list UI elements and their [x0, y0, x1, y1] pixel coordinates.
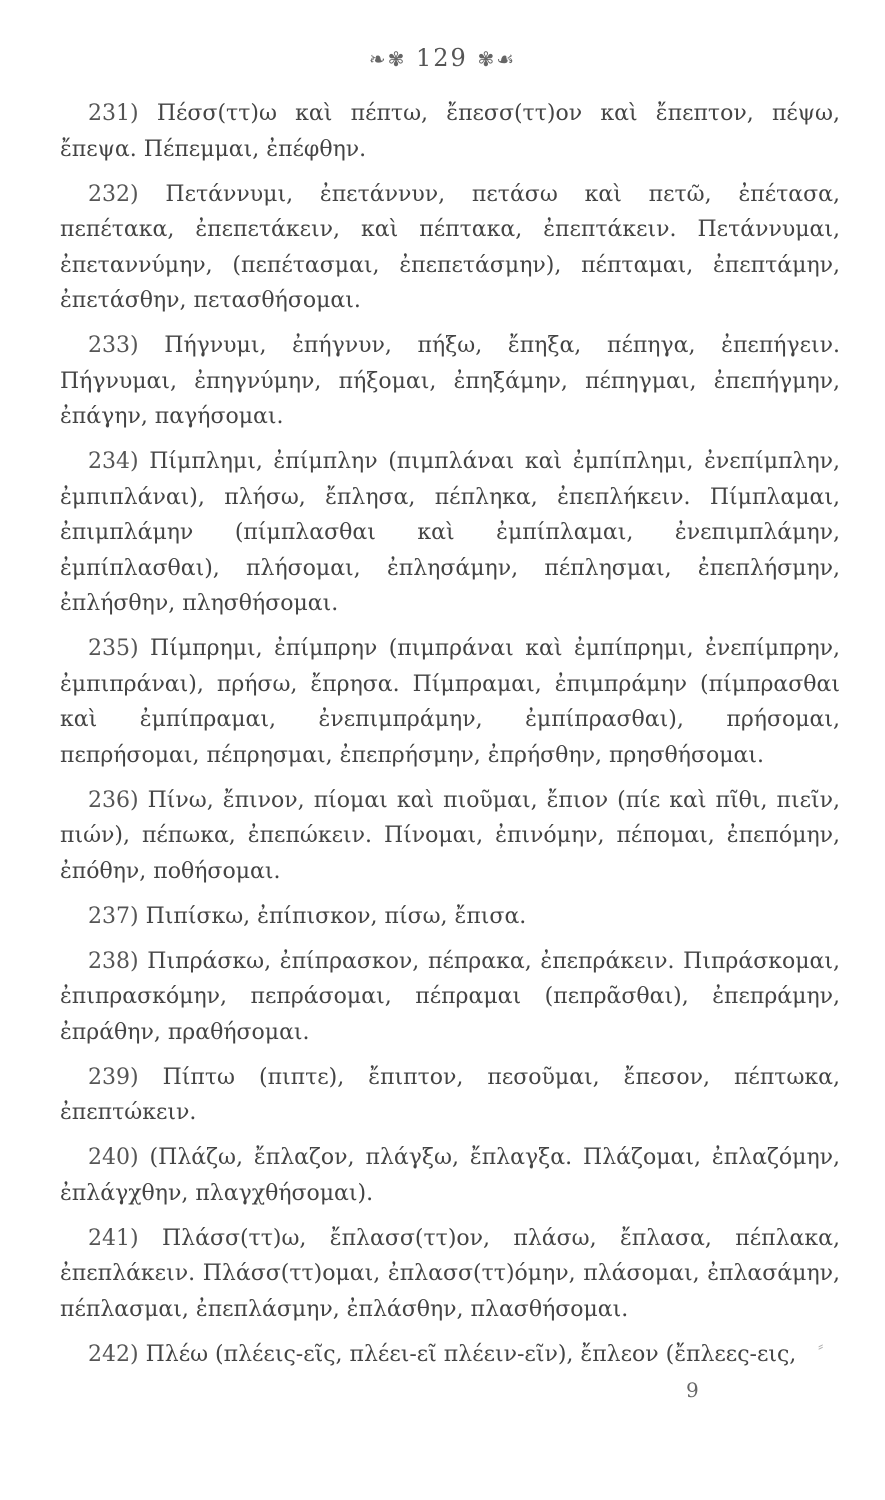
ornament-left-icon: ❧✾: [368, 47, 407, 71]
verb-entry: [60, 96, 840, 167]
page-number: 129: [416, 44, 468, 72]
entry-number: 235): [88, 636, 139, 661]
entry-number: 236): [88, 787, 139, 813]
verb-entry: [60, 177, 840, 319]
entry-text: Πλάσσ(ττ)ω, ἔπλασσ(ττ)ον, πλάσω, ἔπλασα, πέπλακα, ἐπεπλάκειν. Πλάσσ(ττ)ομαι, ἐπλασσ(ττ)όμην, πλάσομαι, ἐπλασάμην, πέπλασμαι, ἐπεπλάσμην, ἐπλάσθην, πλασθήσομαι.: [60, 1225, 840, 1322]
entry-number: 241): [88, 1225, 139, 1251]
entry-text: Πετάννυμι, ἐπετάννυν, πετάσω καὶ πετῶ, ἐπέτασα, πεπέτακα, ἐπεπετάκειν, καὶ πέπτακα, ἐπεπτάκειν. Πετάννυμαι, ἐπεταννύμην, (πεπέτασμαι, ἐπεπετάσμην), πέπταμαι, ἐπεπτάμην, ἐπετάσθην, πετασθήσομαι.: [60, 181, 840, 313]
entry-number: 239): [88, 1064, 139, 1090]
entry-text: Πίνω, ἔπινον, πίομαι καὶ πιοῦμαι, ἔπιον (πίε καὶ πῖθι, πιεῖν, πιών), πέπωκα, ἐπεπώκειν. Πίνομαι, ἐπινόμην, πέπομαι, ἐπεπόμην, ἐπόθην, ποθήσομαι.: [60, 787, 840, 884]
entry-number: 237): [88, 903, 139, 929]
entry-text: (Πλάζω, ἔπλαζον, πλάγξω, ἔπλαγξα. Πλάζομαι, ἐπλαζόμην, ἐπλάγχθην, πλαγχθήσομαι).: [60, 1145, 840, 1206]
entry-number: 232): [88, 181, 139, 207]
entry-number: 238): [88, 948, 139, 974]
entry-text: Πίμπλημι, ἐπίμπλην (πιμπλάναι καὶ ἐμπίπλημι, ἐνεπίμπλην, ἐμπιπλάναι), πλήσω, ἔπλησα, πέπληκα, ἐπεπλήκειν. Πίμπλαμαι, ἐπιμπλάμην (πίμπλασθαι καὶ ἐμπίπλαμαι, ἐνεπιμπλάμην, ἐμπίπλασθαι), πλήσομαι, ἐπλησάμην, πέπλησμαι, ἐπεπλήσμην, ἐπλήσθην, πλησθήσομαι.: [60, 449, 840, 616]
page-header: [0, 44, 885, 72]
verb-entry: [60, 631, 840, 773]
entry-number: 240): [88, 1145, 139, 1170]
verb-entry: [60, 783, 840, 890]
entry-text: Πέσσ(ττ)ω καὶ πέπτω, ἔπεσσ(ττ)ον καὶ ἔπεπτον, πέψω, ἔπεψα. Πέπεμμαι, ἐπέφθην.: [60, 101, 840, 162]
entry-text: Πιπίσκω, ἐπίπισκον, πίσω, ἔπισα.: [145, 903, 527, 929]
verb-entry: [60, 1221, 840, 1328]
verb-entry: [60, 444, 840, 622]
verb-entry-list: [60, 96, 840, 1382]
entry-number: 242): [88, 1341, 139, 1367]
entry-text: Πίμπρημι, ἐπίμπρην (πιμπράναι καὶ ἐμπίπρημι, ἐνεπίμπρην, ἐμπιπράναι), πρήσω, ἔπρησα. Πίμπραμαι, ἐπιμπράμην (πίμπρασθαι καὶ ἐμπίπραμαι, ἐνεπιμπράμην, ἐμπίπρασθαι), πρήσομαι, πεπρήσομαι, πέπρησμαι, ἐπεπρήσμην, ἐπρήσθην, πρησθήσομαι.: [60, 636, 840, 768]
verb-entry: [60, 944, 840, 1051]
entry-text: Πήγνυμι, ἐπήγνυν, πήξω, ἔπηξα, πέπηγα, ἐπεπήγειν. Πήγνυμαι, ἐπηγνύμην, πήξομαι, ἐπηξάμην, πέπηγμαι, ἐπεπήγμην, ἐπάγην, παγήσομαι.: [60, 333, 840, 429]
entry-text: Πιπράσκω, ἐπίπρασκον, πέπρακα, ἐπεπράκειν. Πιπράσκομαι, ἐπιπρασκόμην, πεπράσομαι, πέπραμαι (πεπρᾶσθαι), ἐπεπράμην, ἐπράθην, πραθήσομαι.: [60, 948, 841, 1045]
verb-entry: [60, 899, 840, 935]
verb-entry: [60, 1060, 840, 1131]
entry-text: Πίπτω (πιπτε), ἔπιπτον, πεσοῦμαι, ἔπεσον, πέπτωκα, ἐπεπτώκειν.: [60, 1064, 840, 1125]
signature-mark: 9: [686, 1378, 699, 1402]
verb-entry: [60, 1337, 840, 1373]
margin-mark: ⸗: [818, 1336, 824, 1355]
entry-number: 233): [88, 333, 139, 358]
verb-entry: [60, 1140, 840, 1211]
entry-text: Πλέω (πλέεις-εῖς, πλέει-εῖ πλέειν-εῖν), ἔπλεον (ἔπλεες-εις,: [145, 1341, 797, 1367]
entry-number: 234): [88, 449, 139, 474]
entry-number: 231): [88, 101, 139, 126]
ornament-right-icon: ✾☙: [477, 47, 517, 71]
verb-entry: [60, 328, 840, 435]
